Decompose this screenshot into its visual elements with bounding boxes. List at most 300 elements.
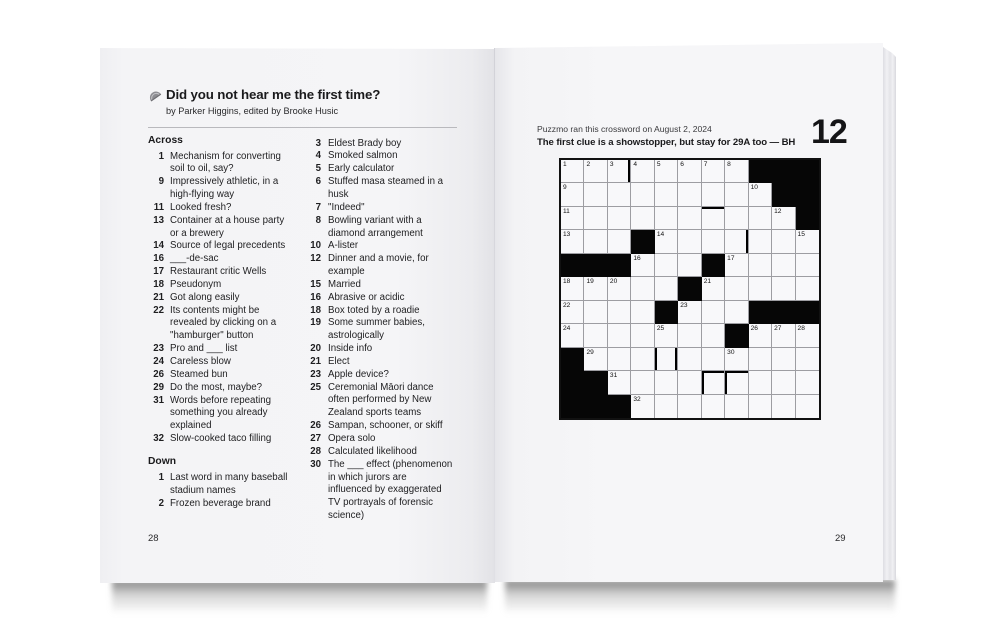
clue-number: 14: [153, 240, 164, 252]
clue-text: [328, 202, 365, 215]
clue-number: 13: [153, 214, 164, 226]
cell-clue-number: 7: [703, 161, 708, 168]
grid-cell: [631, 348, 654, 371]
grid-cell: [655, 348, 678, 371]
clue-number: 6: [315, 176, 321, 188]
cell-clue-number: 31: [609, 372, 618, 380]
clue-number: 8: [315, 214, 321, 226]
clue-number: 31: [153, 394, 164, 406]
grid-cell: [702, 371, 725, 394]
grid-cell: [702, 348, 725, 371]
grid-block: [772, 160, 795, 183]
clue-across-24: [148, 356, 298, 369]
grid-cell: [749, 277, 772, 300]
grid-block: [561, 348, 584, 371]
grid-cell: [702, 301, 725, 324]
grid-cell: [584, 348, 607, 371]
clue-text-line: Pseudonym: [170, 278, 222, 290]
clue-down-26: [305, 420, 465, 433]
grid-cell: [678, 160, 701, 183]
clue-text: [328, 138, 401, 151]
clue-across-13: [148, 215, 298, 241]
clue-across-31: [148, 395, 298, 434]
clue-text: [170, 266, 266, 279]
grid-cell: [631, 207, 654, 230]
grid-block: [561, 254, 584, 277]
clue-text-line: Dinner and a movie, for: [328, 253, 429, 265]
clue-text-line: Its contents might be: [170, 304, 260, 316]
grid-cell: [772, 348, 795, 371]
clue-number: 25: [310, 381, 321, 393]
clue-text-line: Source of legal precedents: [170, 240, 286, 252]
grid-block: [678, 277, 701, 300]
clue-text-line: revealed by clicking on a: [170, 317, 277, 329]
cell-clue-number: 17: [727, 254, 735, 262]
grid-cell: [725, 395, 748, 418]
clue-down-6: [305, 176, 465, 202]
clue-text: [170, 395, 271, 434]
clue-text: [170, 433, 271, 446]
clue-text: [328, 317, 425, 343]
cell-clue-number: 13: [563, 231, 571, 239]
cell-clue-number: 26: [750, 325, 758, 333]
grid-cell: [608, 324, 631, 347]
clue-text-line: Slow-cooked taco filling: [170, 433, 272, 445]
cell-clue-number: 18: [563, 278, 571, 286]
grid-cell: [725, 277, 748, 300]
clue-text-line: Early calculator: [328, 163, 395, 175]
grid-cell: [749, 324, 772, 347]
cell-clue-number: 6: [680, 161, 684, 168]
cell-clue-number: 24: [563, 325, 571, 333]
clue-text-line: influenced by exaggerated: [328, 484, 442, 496]
grid-cell: [725, 301, 748, 324]
clue-number: 3: [315, 137, 321, 149]
clue-text: [170, 356, 231, 369]
clue-text-line: Looked fresh?: [170, 201, 232, 213]
clue-text: [328, 446, 417, 459]
grid-cell: [678, 183, 701, 206]
clue-text: [170, 498, 271, 511]
grid-cell: [796, 348, 819, 371]
clue-text: [170, 382, 262, 395]
clue-text-line: Steamed bun: [170, 368, 228, 380]
clue-number: 23: [153, 343, 164, 355]
grid-cell: [561, 277, 584, 300]
grid-cell: [725, 348, 748, 371]
grid-block: [608, 395, 631, 418]
grid-cell: [796, 371, 819, 394]
clue-column-1: [148, 134, 298, 511]
cell-clue-number: 10: [750, 184, 758, 192]
grid-block: [749, 301, 772, 324]
clue-text-line: astrologically: [328, 330, 384, 342]
cell-clue-number: 2: [586, 161, 591, 168]
grid-block: [796, 207, 819, 230]
clue-text-line: Careless blow: [170, 356, 231, 367]
grid-block: [561, 395, 584, 418]
clue-text: [328, 433, 375, 446]
clue-text-line: Inside info: [328, 343, 373, 355]
clue-text-line: Stuffed masa steamed in a: [328, 176, 444, 188]
grid-cell: [584, 207, 607, 230]
clue-number: 11: [153, 201, 164, 213]
book-shadow-right: [505, 580, 895, 614]
page-stack-edge: [883, 47, 896, 580]
clue-text: [328, 279, 361, 292]
clue-text: [328, 150, 397, 163]
grid-cell: [678, 395, 701, 418]
clue-down-28: [305, 446, 465, 459]
clue-number: 15: [310, 278, 321, 290]
grid-cell: [584, 230, 607, 253]
clue-text-line: Abrasive or acidic: [328, 291, 405, 303]
clue-down-5: [305, 163, 465, 176]
cell-clue-number: 28: [797, 325, 805, 333]
grid-cell: [796, 395, 819, 418]
clue-number: 1: [158, 150, 164, 162]
clue-text-line: something you already: [170, 407, 268, 419]
clue-text: [328, 215, 423, 241]
clue-text-line: Eldest Brady boy: [328, 137, 402, 149]
clue-text-line: Apple device?: [328, 368, 389, 380]
clue-text: [170, 279, 221, 292]
clue-column-2: [305, 138, 465, 523]
cell-clue-number: 22: [563, 301, 571, 309]
grid-cell: [631, 277, 654, 300]
clue-number: 26: [153, 368, 164, 380]
clue-number: 22: [153, 304, 164, 316]
cell-clue-number: 1: [563, 161, 567, 168]
grid-cell: [749, 371, 772, 394]
grid-cell: [796, 324, 819, 347]
grid-cell: [702, 160, 725, 183]
clue-text-line: Do the most, maybe?: [170, 381, 263, 393]
grid-cell: [678, 301, 701, 324]
clue-number: 32: [153, 433, 164, 445]
clue-down-10: [305, 240, 465, 253]
clue-across-23: [148, 343, 298, 356]
grid-cell: [561, 160, 584, 183]
clue-text-line: "Indeed": [328, 201, 365, 213]
down-heading: Down: [148, 455, 177, 467]
cell-clue-number: 30: [727, 348, 735, 356]
grid-cell: [655, 371, 678, 394]
clue-text-line: Smoked salmon: [328, 150, 398, 162]
grid-cell: [631, 183, 654, 206]
grid-cell: [678, 324, 701, 347]
clue-text-line: Ceremonial Māori dance: [328, 381, 434, 393]
grid-cell: [749, 348, 772, 371]
grid-cell: [725, 160, 748, 183]
grid-cell: [631, 254, 654, 277]
grid-cell: [631, 395, 654, 418]
clue-number: 10: [310, 240, 321, 252]
cell-clue-number: 16: [633, 254, 641, 262]
clue-across-9: [148, 176, 298, 202]
clue-text-line: Got along easily: [170, 291, 240, 303]
grid-cell: [655, 160, 678, 183]
grid-cell: [772, 254, 795, 277]
grid-cell: [725, 183, 748, 206]
clue-across-18: [148, 279, 298, 292]
across-clue-list: [148, 151, 298, 446]
cell-clue-number: 3: [609, 161, 614, 168]
clue-down-12: [305, 253, 465, 279]
grid-cell: [584, 277, 607, 300]
grid-cell: [655, 230, 678, 253]
clue-text-line: stadium names: [170, 484, 236, 496]
grid-cell: [631, 324, 654, 347]
clue-across-17: [148, 266, 298, 279]
grid-cell: [796, 230, 819, 253]
clue-text-line: Frozen beverage brand: [170, 497, 271, 509]
grid-cell: [772, 395, 795, 418]
clue-text-line: A-lister: [328, 240, 359, 252]
clue-down-18: [305, 305, 465, 318]
grid-cell: [725, 371, 748, 394]
clue-number: 9: [158, 176, 164, 188]
clue-text: [170, 253, 218, 266]
grid-cell: [608, 348, 631, 371]
across-heading: Across: [148, 134, 183, 146]
grid-block: [796, 301, 819, 324]
clue-text-line: Mechanism for converting: [170, 150, 281, 162]
grid-block: [655, 301, 678, 324]
grid-cell: [678, 371, 701, 394]
grid-cell: [702, 207, 725, 230]
puzzle-tagline: The first clue is a showstopper, but stay for 29A too — BH: [537, 137, 796, 148]
clue-text-line: or a brewery: [170, 227, 224, 239]
clue-text-line: Restaurant critic Wells: [170, 266, 267, 278]
clue-down-1: [148, 472, 298, 498]
grid-cell: [772, 324, 795, 347]
clue-number: 30: [310, 458, 321, 470]
grid-cell: [608, 160, 631, 183]
grid-block: [608, 254, 631, 277]
grid-cell: [796, 254, 819, 277]
clue-down-19: [305, 317, 465, 343]
grid-block: [772, 183, 795, 206]
grid-block: [584, 395, 607, 418]
clue-across-11: [148, 202, 298, 215]
clue-text-line: in which jurors are: [328, 471, 407, 483]
grid-block: [584, 254, 607, 277]
cell-clue-number: 11: [563, 207, 570, 215]
grid-cell: [631, 160, 654, 183]
cell-clue-number: 27: [774, 325, 782, 333]
clue-text-line: ___-de-sac: [170, 253, 219, 265]
grid-cell: [749, 395, 772, 418]
grid-cell: [584, 183, 607, 206]
grid-cell: [655, 183, 678, 206]
clue-text-line: Bowling variant with a: [328, 214, 422, 226]
clue-down-3: [305, 138, 465, 151]
clue-text-line: "hamburger" button: [170, 330, 254, 342]
clue-text: [170, 343, 237, 356]
clue-across-14: [148, 240, 298, 253]
clue-number: 1: [158, 471, 164, 483]
clue-number: 2: [158, 497, 164, 509]
clue-text: [328, 459, 452, 523]
clue-text: [328, 176, 443, 202]
clue-number: 29: [153, 381, 164, 393]
clue-across-32: [148, 433, 298, 446]
clue-text-line: Opera solo: [328, 433, 376, 444]
cell-clue-number: 23: [680, 301, 688, 309]
grid-cell: [702, 324, 725, 347]
clue-across-22: [148, 305, 298, 344]
clue-text: [170, 215, 284, 241]
cell-clue-number: 20: [609, 278, 618, 286]
taco-icon: [147, 89, 162, 102]
clue-number: 21: [153, 291, 164, 303]
grid-block: [796, 160, 819, 183]
grid-cell: [655, 207, 678, 230]
clue-text: [170, 369, 228, 382]
clue-down-4: [305, 150, 465, 163]
clue-number: 19: [310, 317, 321, 329]
grid-cell: [561, 301, 584, 324]
clue-text-line: husk: [328, 188, 349, 200]
cell-clue-number: 15: [797, 231, 805, 239]
clue-number: 4: [315, 150, 321, 162]
grid-cell: [749, 207, 772, 230]
grid-block: [796, 183, 819, 206]
grid-cell: [608, 183, 631, 206]
clue-text-line: soil to oil, say?: [170, 163, 234, 175]
clue-number: 7: [315, 201, 321, 213]
grid-block: [725, 324, 748, 347]
cell-clue-number: 25: [656, 325, 665, 333]
cell-clue-number: 8: [727, 161, 731, 168]
clue-number: 16: [153, 253, 164, 265]
cell-clue-number: 12: [774, 207, 782, 215]
clue-down-16: [305, 292, 465, 305]
grid-cell: [608, 230, 631, 253]
clue-down-7: [305, 202, 465, 215]
clue-text-line: Last word in many baseball: [170, 471, 288, 483]
page-number-left: 28: [148, 533, 159, 544]
clue-down-25: [305, 382, 465, 421]
grid-cell: [631, 301, 654, 324]
grid-cell: [608, 301, 631, 324]
clue-down-8: [305, 215, 465, 241]
clue-text: [328, 382, 434, 421]
book-spine: [494, 48, 495, 582]
clue-number: 12: [310, 253, 321, 265]
clue-text: [170, 292, 239, 305]
grid-cell: [749, 183, 772, 206]
clue-text: [170, 240, 285, 253]
clue-text-line: explained: [170, 420, 212, 432]
clue-text: [328, 305, 420, 318]
grid-cell: [702, 277, 725, 300]
grid-cell: [584, 160, 607, 183]
clue-across-16: [148, 253, 298, 266]
cell-clue-number: 19: [586, 278, 594, 286]
grid-cell: [561, 207, 584, 230]
clue-text: [328, 163, 394, 176]
cell-clue-number: 14: [656, 231, 665, 239]
clue-number: 26: [310, 420, 321, 432]
clue-text-line: high-flying way: [170, 189, 235, 201]
clue-number: 16: [310, 291, 321, 303]
clue-number: 27: [310, 433, 321, 444]
grid-cell: [702, 395, 725, 418]
grid-cell: [725, 207, 748, 230]
cell-clue-number: 9: [563, 184, 567, 192]
clue-number: 20: [310, 343, 321, 355]
clue-text: [328, 369, 389, 382]
grid-cell: [678, 254, 701, 277]
clue-text-line: Elect: [328, 355, 350, 367]
grid-cell: [608, 207, 631, 230]
clue-across-26: [148, 369, 298, 382]
grid-block: [772, 301, 795, 324]
clue-number: 21: [310, 355, 321, 367]
grid-cell: [678, 348, 701, 371]
grid-cell: [631, 371, 654, 394]
clue-text-line: Words before repeating: [170, 394, 272, 406]
clue-text: [328, 420, 443, 433]
grid-block: [631, 230, 654, 253]
clue-text: [170, 305, 276, 344]
grid-cell: [749, 230, 772, 253]
clue-number: 17: [153, 266, 164, 278]
title-divider: [148, 127, 457, 128]
clue-number: 18: [153, 278, 164, 290]
book-shadow-left: [112, 580, 487, 614]
grid-cell: [702, 183, 725, 206]
grid-cell: [561, 183, 584, 206]
publication-note: Puzzmo ran this crossword on August 2, 2024: [537, 124, 712, 134]
cell-clue-number: 21: [703, 278, 712, 286]
clue-text-line: Married: [328, 278, 361, 290]
clue-text: [170, 202, 231, 215]
grid-cell: [772, 371, 795, 394]
grid-cell: [725, 230, 748, 253]
clue-down-2: [148, 498, 298, 511]
clue-number: 24: [153, 356, 164, 367]
puzzle-number: 12: [811, 113, 847, 151]
cell-clue-number: 29: [586, 348, 594, 356]
grid-cell: [678, 207, 701, 230]
grid-cell: [796, 277, 819, 300]
clue-text-line: TV portrayals of forensic: [328, 497, 433, 509]
clue-number: 28: [310, 445, 321, 457]
grid-block: [584, 371, 607, 394]
grid-block: [561, 371, 584, 394]
clue-text: [170, 151, 281, 177]
clue-text-line: often performed by New: [328, 394, 432, 406]
clue-text-line: Sampan, schooner, or skiff: [328, 420, 443, 432]
clue-text: [328, 253, 429, 279]
cell-clue-number: 4: [633, 161, 638, 168]
crossword-grid: [559, 158, 821, 420]
cell-clue-number: 5: [656, 161, 661, 168]
grid-cell: [772, 230, 795, 253]
clue-down-27: [305, 433, 465, 446]
clue-text: [170, 472, 287, 498]
grid-cell: [725, 254, 748, 277]
grid-cell: [584, 301, 607, 324]
down-clue-list-part-1: [148, 472, 298, 511]
clue-text: [328, 343, 372, 356]
grid-cell: [772, 277, 795, 300]
clue-across-1: [148, 151, 298, 177]
grid-cell: [655, 277, 678, 300]
